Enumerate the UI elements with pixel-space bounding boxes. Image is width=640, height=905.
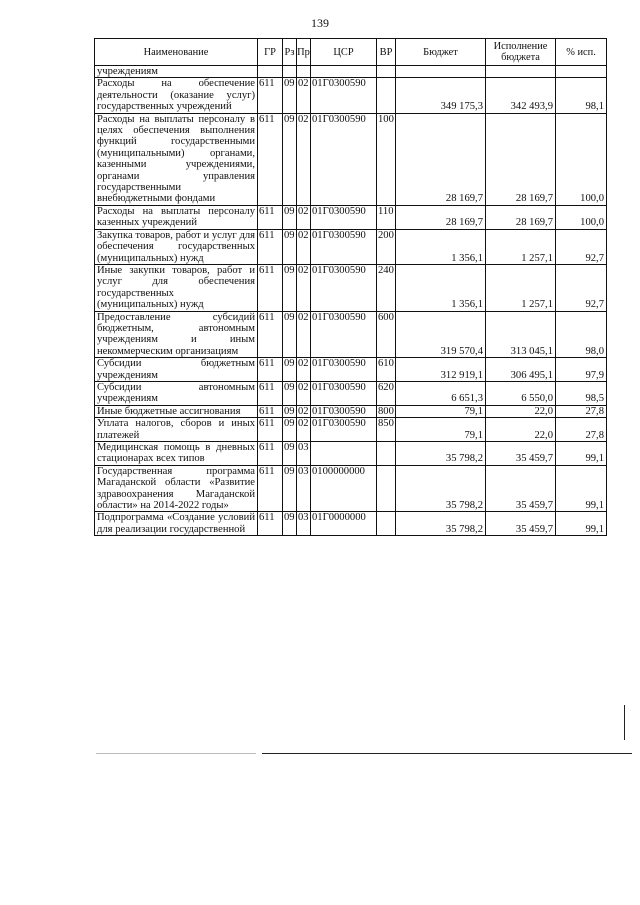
cell-gr: 611 [258, 442, 283, 466]
cell-execution: 28 169,7 [486, 113, 556, 205]
cell-gr: 611 [258, 78, 283, 113]
cell-csr: 01Г0300590 [311, 358, 377, 382]
cell-name: Субсидии бюджетным учреждениям [95, 358, 258, 382]
cell-csr: 01Г0300590 [311, 311, 377, 358]
cell-pr: 03 [297, 465, 311, 512]
table-row-2 [95, 113, 607, 205]
cell-vr [377, 512, 396, 536]
cell-execution: 6 550,0 [486, 381, 556, 405]
cell-budget: 349 175,3 [396, 78, 486, 113]
cell-csr: 0100000000 [311, 465, 377, 512]
cell-gr: 611 [258, 311, 283, 358]
cell-rz: 09 [283, 512, 297, 536]
cell-csr: 01Г0300590 [311, 405, 377, 417]
header-pr: Пр [297, 39, 311, 66]
table-row-0 [95, 66, 607, 78]
cell-execution: 313 045,1 [486, 311, 556, 358]
table-row-11 [95, 442, 607, 466]
cell-rz: 09 [283, 418, 297, 442]
cell-percent: 99,1 [556, 512, 607, 536]
cell-vr: 800 [378, 405, 394, 417]
cell-budget [396, 66, 486, 78]
cell-execution [486, 66, 556, 78]
cell-name: Уплата налогов, сборов и иных платежей [95, 418, 258, 442]
cell-rz [283, 66, 297, 78]
table-row-8 [95, 381, 607, 405]
header-name: Наименование [95, 39, 258, 66]
cell-rz: 09 [283, 381, 297, 405]
table-row-13 [95, 512, 607, 536]
cell-pr: 02 [297, 418, 311, 442]
cell-budget: 35 798,2 [396, 512, 486, 536]
cell-budget: 1 356,1 [396, 229, 486, 264]
table-header-row [95, 39, 607, 66]
cell-gr: 611 [258, 358, 283, 382]
cell-csr: 01Г0300590 [311, 418, 377, 442]
cell-pr: 02 [297, 113, 311, 205]
cell-name: Расходы на выплаты персоналу в целях обеспечения выполнения функций государственными (муниципальными) органами, казенными учреждениями, органами управления государственными внебюджетными фондами [95, 113, 258, 205]
cell-pr: 02 [298, 405, 309, 417]
cell-pr: 02 [297, 78, 311, 113]
cell-execution: 1 257,1 [486, 229, 556, 264]
header-execution: Исполнение бюджета [486, 39, 556, 66]
cell-gr [258, 66, 283, 78]
cell-pr: 02 [297, 264, 311, 311]
cell-csr: 01Г0300590 [311, 205, 377, 229]
cell-percent: 92,7 [556, 229, 607, 264]
cell-budget: 28 169,7 [396, 205, 486, 229]
cell-name: Субсидии автономным учреждениям [95, 381, 258, 405]
cell-rz: 09 [283, 205, 297, 229]
table-row-1 [95, 78, 607, 113]
cell-name: Государственная программа Магаданской области «Развитие здравоохранения Магаданской области» на 2014-2022 годы» [95, 465, 258, 512]
cell-name: Подпрограмма «Создание условий для реализации государственной [95, 512, 258, 536]
cell-budget: 1 356,1 [396, 264, 486, 311]
cell-vr [377, 442, 396, 466]
footer-rule-left [96, 753, 256, 754]
cell-name: Закупка товаров, работ и услуг для обеспечения государственных (муниципальных) нужд [95, 229, 258, 264]
cell-pr [297, 66, 311, 78]
table-row-7 [95, 358, 607, 382]
cell-percent: 100,0 [556, 113, 607, 205]
cell-execution: 1 257,1 [486, 264, 556, 311]
header-budget: Бюджет [396, 39, 486, 66]
cell-name: Иные бюджетные ассигнования [95, 405, 258, 417]
cell-budget: 35 798,2 [396, 465, 486, 512]
cell-gr: 611 [258, 381, 283, 405]
cell-csr [311, 442, 377, 466]
cell-execution: 22,0 [486, 418, 556, 442]
table-row-4 [95, 229, 607, 264]
cell-name: Расходы на обеспечение деятельности (оказание услуг) государственных учреждений [95, 78, 258, 113]
cell-csr [311, 66, 377, 78]
cell-execution: 28 169,7 [486, 205, 556, 229]
cell-pr: 02 [297, 358, 311, 382]
header-csr: ЦСР [311, 39, 377, 66]
cell-gr: 611 [258, 264, 283, 311]
cell-vr: 610 [377, 358, 396, 382]
cell-gr: 611 [258, 465, 283, 512]
cell-rz: 09 [283, 358, 297, 382]
cell-percent: 99,1 [556, 465, 607, 512]
cell-rz: 09 [283, 465, 297, 512]
header-percent: % исп. [556, 39, 607, 66]
cell-csr: 01Г0300590 [311, 264, 377, 311]
cell-pr: 02 [297, 205, 311, 229]
cell-percent: 27,8 [556, 418, 607, 442]
cell-rz: 09 [283, 442, 297, 466]
cell-name: Расходы на выплаты персоналу казенных учреждений [95, 205, 258, 229]
cell-pr: 03 [297, 512, 311, 536]
cell-budget: 6 651,3 [396, 381, 486, 405]
table-row-9 [95, 405, 607, 417]
cell-vr: 100 [377, 113, 396, 205]
cell-pr: 03 [297, 442, 311, 466]
cell-vr [377, 465, 396, 512]
cell-name: Иные закупки товаров, работ и услуг для обеспечения государственных (муниципальных) нужд [95, 264, 258, 311]
cell-rz: 09 [283, 264, 297, 311]
table-row-5 [95, 264, 607, 311]
cell-percent: 100,0 [556, 205, 607, 229]
cell-csr: 01Г0000000 [311, 512, 377, 536]
cell-csr: 01Г0300590 [311, 229, 377, 264]
cell-budget: 79,1 [396, 418, 486, 442]
header-vr: ВР [377, 39, 396, 66]
cell-percent: 98,5 [556, 381, 607, 405]
cell-execution: 306 495,1 [486, 358, 556, 382]
cell-percent: 27,8 [556, 405, 607, 417]
cell-rz: 09 [283, 229, 297, 264]
cell-percent: 98,1 [556, 78, 607, 113]
cell-vr: 600 [377, 311, 396, 358]
cell-budget: 79,1 [396, 405, 486, 417]
cell-vr [377, 78, 396, 113]
cell-csr: 01Г0300590 [311, 78, 377, 113]
cell-rz: 09 [284, 405, 295, 417]
cell-execution: 22,0 [486, 405, 556, 417]
cell-csr: 01Г0300590 [311, 113, 377, 205]
cell-name: учреждениям [95, 66, 258, 78]
cell-gr: 611 [258, 229, 283, 264]
header-rz: Рз [283, 39, 297, 66]
table-body [95, 66, 607, 536]
cell-rz: 09 [283, 113, 297, 205]
cell-gr: 611 [258, 512, 283, 536]
cell-gr: 611 [258, 405, 283, 417]
cell-percent: 99,1 [556, 442, 607, 466]
cell-name: Медицинская помощь в дневных стационарах всех типов [95, 442, 258, 466]
cell-budget: 312 919,1 [396, 358, 486, 382]
table-row-3 [95, 205, 607, 229]
cell-budget: 319 570,4 [396, 311, 486, 358]
cell-execution: 342 493,9 [486, 78, 556, 113]
cell-vr: 110 [377, 205, 396, 229]
cell-execution: 35 459,7 [486, 442, 556, 466]
cell-vr [377, 66, 396, 78]
table-row-10 [95, 418, 607, 442]
cell-percent [556, 66, 607, 78]
cell-csr: 01Г0300590 [311, 381, 377, 405]
cell-budget: 28 169,7 [396, 113, 486, 205]
cell-rz: 09 [283, 78, 297, 113]
cell-execution: 35 459,7 [486, 465, 556, 512]
cell-vr: 620 [377, 381, 396, 405]
cell-pr: 02 [297, 311, 311, 358]
cell-percent: 98,0 [556, 311, 607, 358]
cell-gr: 611 [258, 418, 283, 442]
cell-gr: 611 [258, 113, 283, 205]
cell-vr: 240 [377, 264, 396, 311]
cell-gr: 611 [258, 205, 283, 229]
cell-budget: 35 798,2 [396, 442, 486, 466]
cell-pr: 02 [297, 381, 311, 405]
cell-execution: 35 459,7 [486, 512, 556, 536]
cell-rz: 09 [283, 311, 297, 358]
cell-percent: 92,7 [556, 264, 607, 311]
table-row-12 [95, 465, 607, 512]
budget-table [94, 38, 607, 536]
page-number: 139 [311, 16, 329, 30]
footer-rule [262, 753, 632, 754]
cell-percent: 97,9 [556, 358, 607, 382]
cell-vr: 850 [377, 418, 396, 442]
header-gr: ГР [258, 39, 283, 66]
cell-vr: 200 [377, 229, 396, 264]
scan-edge-mark [624, 705, 625, 740]
cell-name: Предоставление субсидий бюджетным, автономным учреждениям и иным некоммерческим организациям [95, 311, 258, 358]
table-row-6 [95, 311, 607, 358]
cell-pr: 02 [297, 229, 311, 264]
